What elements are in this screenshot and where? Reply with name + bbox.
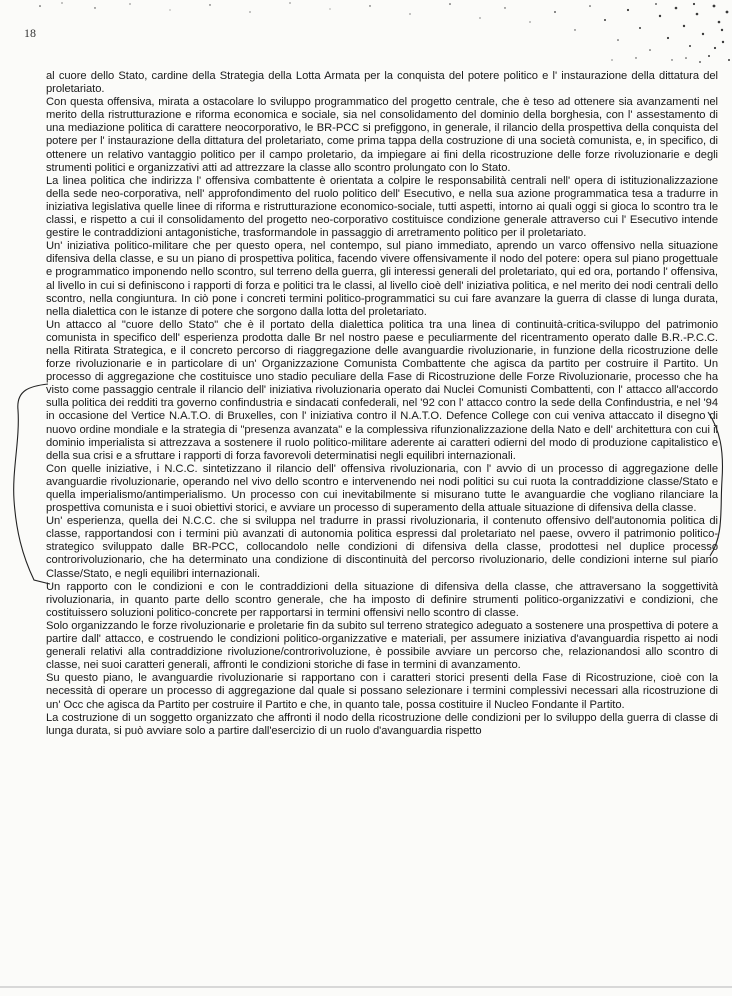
document-body bbox=[46, 70, 718, 738]
handwritten-bracket-right bbox=[706, 410, 730, 560]
paragraph: Solo organizzando le forze rivoluzionarie e proletarie fin da subito sul terreno strategico adeguato a sostenere una prospettiva di potere a partire dall' attacco, e costruendo le condizioni politico-organizzative e materiali, per assumere iniziativa d'avanguardia rispetto ai nodi generali relativi alla contraddizione rivoluzione/controrivoluzione, è possibile avviare un percorso che, relazionandosi allo scontro di classe, nei suoi caratteri generali, affronti le condizioni storiche di fase in termini di avanzamento. bbox=[46, 619, 718, 672]
paragraph: La costruzione di un soggetto organizzato che affronti il nodo della ricostruzione delle condizioni per lo sviluppo della guerra di classe di lunga durata, si può avviare solo a partire dall'esercizio di un ruolo d'avanguardia rispetto bbox=[46, 711, 718, 737]
paragraph: Un' esperienza, quella dei N.C.C. che si sviluppa nel tradurre in prassi rivoluzionaria, il contenuto offensivo dell'autonomia politica di classe, rapportandosi con i termini più avanzati di autonomia politica espressi dal proletariato nel paese, ovvero il patrimonio politico-strategico sviluppato dalle BR-PCC, collocandolo nelle condizioni di difensiva della classe, prodottesi nel duplice processo controrivoluzionario, che ha determinato una condizione di discontinuità del percorso rivoluzionario, delle condizioni interne sul piano Classe/Stato, e negli equilibri internazionali. bbox=[46, 515, 718, 580]
paragraph: Su questo piano, le avanguardie rivoluzionarie si rapportano con i caratteri storici presenti della Fase di Ricostruzione, cioè con la necessità di operare un processo di aggregazione dal quale si possano selezionare i termini complessivi necessari alla ricostruzione di un' Occ che agisca da Partito per costruire il Partito e che, in quanto tale, possa costituire il Nucleo Fondante il Partito. bbox=[46, 672, 718, 711]
handwritten-bracket-left bbox=[4, 380, 52, 590]
page-number: 18 bbox=[24, 26, 36, 40]
page-bottom-edge bbox=[0, 986, 732, 988]
paragraph: Con questa offensiva, mirata a ostacolare lo sviluppo programmatico del progetto centrale, che è teso ad ottenere sia avanzamenti nel merito della ristrutturazione e riforma economica e sociale, sia nel consolidamento del dominio della borghesia, con l' assestamento di una mediazione politica di carattere neocorporativo, le BR-PCC si prefiggono, in generale, il rilancio della prospettiva della conquista del potere per l' instaurazione della dittatura del proletariato, come prima tappa della costruzione di una società comunista, e, in specifico, di ottenere un relativo vantaggio politico per il campo proletario, da impiegare ai fini della ricostruzione delle forze rivoluzionarie e degli strumenti politici e organizzativi atti ad attrezzare la classe allo scontro prolungato con lo Stato. bbox=[46, 96, 718, 174]
paragraph: Un rapporto con le condizioni e con le contraddizioni della situazione di difensiva della classe, che attraversano la soggettività rivoluzionaria, in quanto parte dello scontro generale, che ha imposto di definire strumenti politico-organizzativi e condizioni, che costituissero soluzioni politico-concrete per rapportarsi in termini offensivi nello scontro di classe. bbox=[46, 580, 718, 619]
paragraph: Un' iniziativa politico-militare che per questo opera, nel contempo, sul piano immediato, aprendo un varco offensivo nella situazione difensiva della classe, e su un piano di prospettiva politica, facendo vivere offensivamente il nodo del potere: opera sul piano progettuale e programmatico imponendo nello scontro, sul terreno della guerra, gli interessi generali del proletariato, qui ed ora, portando l' offensiva, al livello in cui si definiscono i rapporti di forza e politici tra le classi, al livello cioè dell' iniziativa politica, e nel merito dei nodi centrali dello scontro, nella congiuntura. In ciò pone i concreti termini politico-programmatici su cui fare avanzare la guerra di classe di lunga durata, nella dialettica con le istanze di potere che sorgono dalla lotta del proletariato. bbox=[46, 240, 718, 318]
scan-noise-top bbox=[0, 0, 732, 70]
paragraph-bracketed: Un attacco al "cuore dello Stato" che è il portato della dialettica politica tra una linea di continuità-critica-sviluppo del patrimonio comunista in specifico dell' esperienza prodotta dalle Br nel nostro paese e peculiarmente del ricentramento operato dalle B.R.-P.C.C. nella Ritirata Strategica, e il concreto percorso di riaggregazione delle avanguardie rivoluzionarie, in funzione della ricostruzione delle forze rivoluzionarie e in particolare di un' Organizzazione Comunista Combattente che agisca da partito per costruire il Partito. Un processo di aggregazione che costituisce uno stadio peculiare della Fase di Ricostruzione delle Forze Rivoluzionarie, processo che ha visto come passaggio centrale il rilancio dell' iniziativa rivoluzionaria operato dai Nuclei Comunisti Combattenti, con l' attacco all'accordo sulla politica dei redditi tra governo confindustria e sindacati confederali, nel '92 con l' attacco contro la sede della Confindustria, e nel '94 in occasione del Vertice N.A.T.O. di Bruxelles, con l' iniziativa contro il N.A.T.O. Defence College con cui veniva attaccato il disegno di nuovo ordine mondiale e la strategia di "presenza avanzata" e la complessiva rifunzionalizzazione della Nato e dell' architettura con cui il dominio imperialista si attrezzava a sostenere il ruolo politico-militare aderente ai caratteri odierni del modo di produzione capitalistico e della sua crisi e a sfruttare i rapporti di forza favorevoli determinatisi negli equilibri internazionali. bbox=[46, 318, 718, 462]
paragraph: La linea politica che indirizza l' offensiva combattente è orientata a colpire le responsabilità centrali nell' opera di istituzionalizzazione della sede neo-corporativa, nell' approfondimento del ruolo politico dell' Esecutivo, e nella sua azione programmatica tesa a tradurre in iniziativa legislativa quelle linee di riforma e ristrutturazione economico-sociale, tutti aspetti, intorno ai quali oggi si gioca lo scontro tra le classi, e rispetto a cui il consolidamento del progetto neo-corporativo costituisce condizione generale attraverso cui l' Esecutivo intende gestire le contraddizioni antagonistiche, trasformandole in passaggio di arretramento politico per il proletariato. bbox=[46, 174, 718, 240]
paragraph: Con quelle iniziative, i N.C.C. sintetizzano il rilancio dell' offensiva rivoluzionaria, con l' avvio di un processo di aggregazione delle avanguardie rivoluzionarie, operando nel vivo dello scontro e intervenendo nei nodi politici su cui ruota la contraddizione classe/Stato e quella imperialismo/antimperialismo. Un processo con cui inevitabilmente si misurano tutte le avanguardie che vogliano rilanciare la prospettiva comunista e i suoi obiettivi storici, e avviare un processo di superamento della attuale situazione di difensiva della classe. bbox=[46, 462, 718, 515]
paragraph: al cuore dello Stato, cardine della Strategia della Lotta Armata per la conquista del potere politico e l' instaurazione della dittatura del proletariato. bbox=[46, 70, 718, 96]
